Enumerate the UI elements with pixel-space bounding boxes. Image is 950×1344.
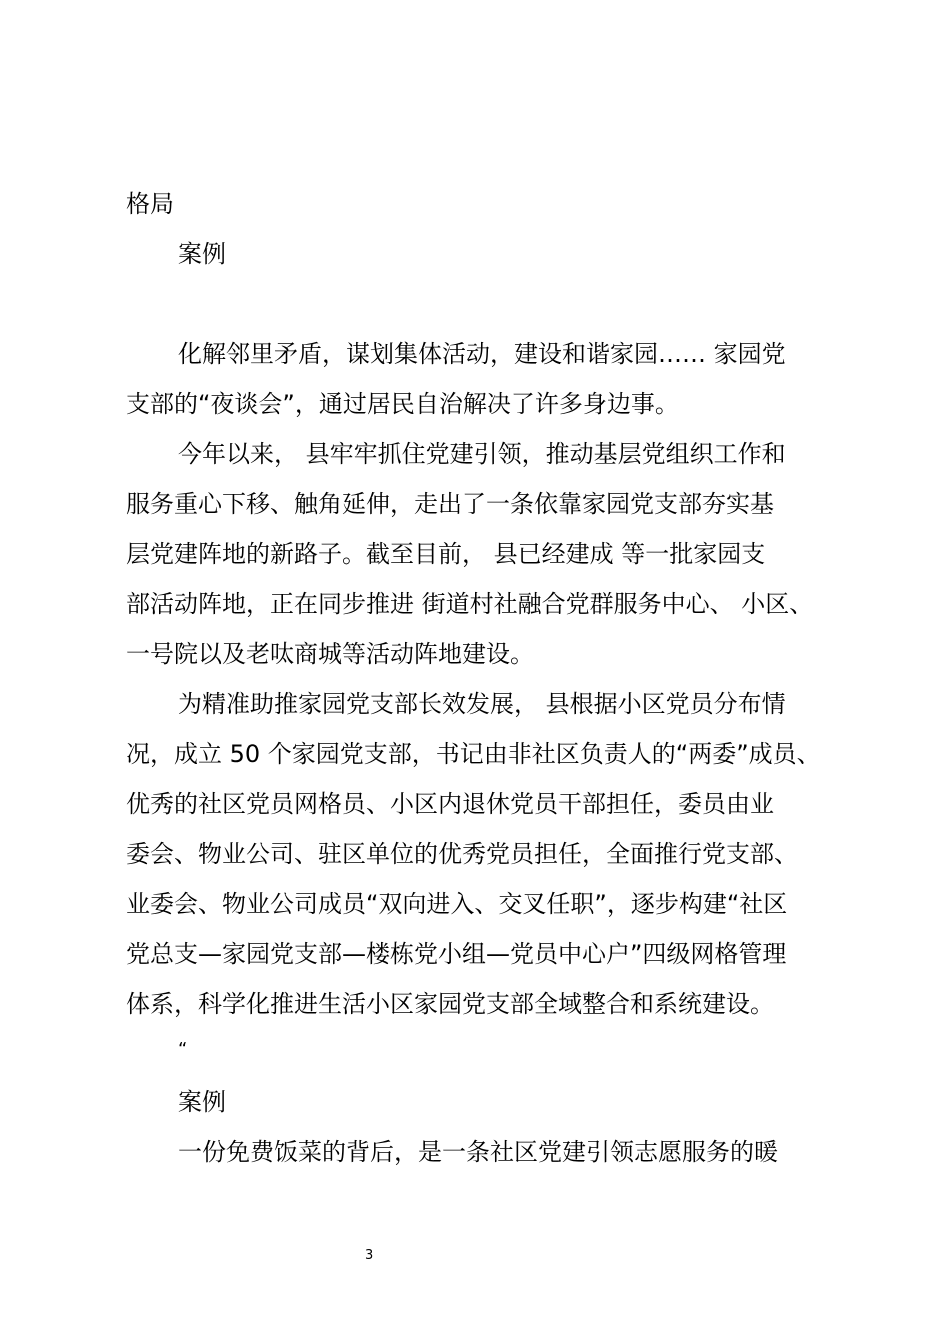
text-line: 一号院以及老呔商城等活动阵地建设。 bbox=[126, 640, 534, 668]
text-line: 化解邻里矛盾，谋划集体活动，建设和谐家园…… 家园党 bbox=[178, 340, 786, 368]
text-line-heading: 格局 bbox=[126, 190, 174, 218]
text-line-case-label: 案例 bbox=[178, 1088, 226, 1116]
text-line: 一份免费饭菜的背后，是一条社区党建引领志愿服务的暖 bbox=[178, 1138, 778, 1166]
text-line: 优秀的社区党员网格员、小区内退休党员干部担任，委员由业 bbox=[126, 790, 774, 818]
page-number: 3 bbox=[365, 1248, 374, 1263]
text-line: 委会、物业公司、驻区单位的优秀党员担任，全面推行党支部、 bbox=[126, 840, 798, 868]
text-line: 层党建阵地的新路子。截至目前， 县已经建成 等一批家园支 bbox=[126, 540, 766, 568]
text-line: 业委会、物业公司成员“双向进入、交叉任职”，逐步构建“社区 bbox=[126, 890, 788, 918]
text-line: 况，成立 50 个家园党支部，书记由非社区负责人的“两委”成员、 bbox=[126, 740, 821, 768]
text-line: 今年以来， 县牢牢抓住党建引领，推动基层党组织工作和 bbox=[178, 440, 786, 468]
text-line: 服务重心下移、触角延伸，走出了一条依靠家园党支部夯实基 bbox=[126, 490, 774, 518]
text-line: 部活动阵地，正在同步推进 街道村社融合党群服务中心、 小区、 bbox=[126, 590, 814, 618]
text-line: 支部的“夜谈会”，通过居民自治解决了许多身边事。 bbox=[126, 390, 679, 418]
text-line: 为精准助推家园党支部长效发展， 县根据小区党员分布情 bbox=[178, 690, 786, 718]
text-line: 体系，科学化推进生活小区家园党支部全域整合和系统建设。 bbox=[126, 990, 774, 1018]
text-line-case-label: 案例 bbox=[178, 240, 226, 268]
text-line: 党总支—家园党支部—楼栋党小组—党员中心户”四级网格管理 bbox=[126, 940, 787, 968]
text-line-quote-mark: “ bbox=[178, 1039, 188, 1060]
